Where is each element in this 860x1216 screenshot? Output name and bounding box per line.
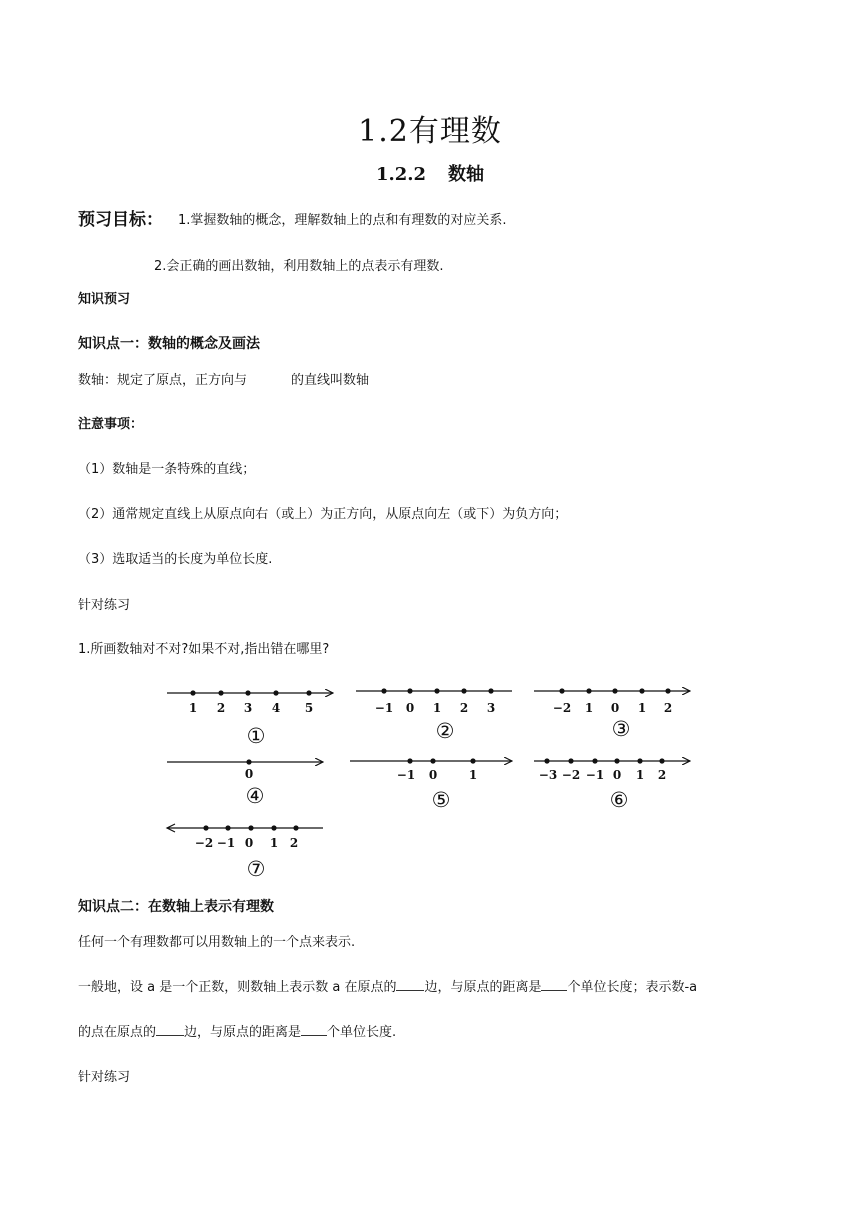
tick-label: 3 <box>243 701 253 715</box>
tick-label: −1 <box>374 701 394 715</box>
tick-label: 4 <box>271 701 281 715</box>
number-line-point <box>293 825 298 830</box>
practice-heading-2: 针对练习 <box>78 1070 131 1085</box>
answer-blank[interactable] <box>156 1023 184 1036</box>
tick-label: −1 <box>585 768 605 782</box>
tick-label: 0 <box>244 836 254 850</box>
number-line-point <box>659 758 664 763</box>
practice-heading-1: 针对练习 <box>78 598 131 613</box>
goal-item-2: 2.会正确的画出数轴，利用数轴上的点表示有理数. <box>154 259 444 274</box>
tick-label: 0 <box>244 767 254 781</box>
goal-label: 预习目标： <box>78 210 163 230</box>
point-2-line-3-part-3: 个单位长度. <box>327 1025 397 1040</box>
subtitle-number: 1.2.2 <box>375 164 427 185</box>
note-1: （1）数轴是一条特殊的直线； <box>78 462 256 477</box>
point-2-line-2-part-1: 一般地，设 a 是一个正数，则数轴上表示数 a 在原点的 <box>78 980 397 995</box>
tick-label: 2 <box>459 701 469 715</box>
tick-label: 0 <box>405 701 415 715</box>
number-line-point <box>273 690 278 695</box>
tick-label: 1 <box>584 701 594 715</box>
note-3: （3）选取适当的长度为单位长度. <box>78 552 273 567</box>
number-line-point <box>430 758 435 763</box>
point-2-line-2-part-2: 边，与原点的距离是 <box>424 980 542 995</box>
tick-label: 2 <box>216 701 226 715</box>
number-line-point <box>306 690 311 695</box>
notes-heading: 注意事项： <box>78 417 144 432</box>
tick-label: 1 <box>269 836 279 850</box>
number-line-point <box>225 825 230 830</box>
answer-blank[interactable] <box>301 1023 327 1036</box>
number-line-point <box>639 688 644 693</box>
tick-label: 1 <box>188 701 198 715</box>
page-title: 1.2有理数 <box>358 114 502 149</box>
number-line-point <box>271 825 276 830</box>
figure-number-tag: ① <box>246 724 266 748</box>
tick-label: 2 <box>663 701 673 715</box>
tick-label: 1 <box>635 768 645 782</box>
question-1: 1.所画数轴对不对?如果不对,指出错在哪里? <box>78 642 330 657</box>
subtitle-text: 数轴 <box>448 164 485 185</box>
axis-definition-part-1: 数轴：规定了原点，正方向与 <box>78 373 248 388</box>
number-line-point <box>612 688 617 693</box>
tick-label: 1 <box>432 701 442 715</box>
tick-label: −1 <box>216 836 236 850</box>
number-line-point <box>245 690 250 695</box>
tick-label: 1 <box>637 701 647 715</box>
figure-number-tag: ⑦ <box>246 857 266 881</box>
note-2: （2）通常规定直线上从原点向右（或上）为正方向，从原点向左（或下）为负方向； <box>78 507 568 522</box>
number-line-point <box>248 825 253 830</box>
tick-label: −2 <box>561 768 581 782</box>
goal-item-1: 1.掌握数轴的概念，理解数轴上的点和有理数的对应关系. <box>178 213 507 228</box>
number-line-point <box>637 758 642 763</box>
number-line-point <box>407 758 412 763</box>
number-line-point <box>665 688 670 693</box>
number-line-point <box>461 688 466 693</box>
number-line-point <box>568 758 573 763</box>
point-2-line-2 <box>78 976 697 995</box>
figure-number-tag: ④ <box>245 784 265 808</box>
tick-label: 5 <box>304 701 314 715</box>
figure-number-tag: ⑤ <box>431 788 451 812</box>
number-line-point <box>544 758 549 763</box>
number-line-point <box>246 759 251 764</box>
number-line-point <box>434 688 439 693</box>
tick-label: 2 <box>289 836 299 850</box>
answer-blank[interactable] <box>396 978 424 991</box>
number-line-point <box>407 688 412 693</box>
tick-label: −2 <box>194 836 214 850</box>
point-2-line-2-part-3: 个单位长度；表示数-a <box>567 980 698 995</box>
number-line-point <box>203 825 208 830</box>
number-line-point <box>381 688 386 693</box>
number-line-point <box>488 688 493 693</box>
tick-label: −1 <box>396 768 416 782</box>
point-2-line-1: 任何一个有理数都可以用数轴上的一个点来表示. <box>78 935 356 950</box>
number-line-point <box>218 690 223 695</box>
number-line-point <box>592 758 597 763</box>
figure-number-tag: ② <box>435 719 455 743</box>
figure-number-tag: ⑥ <box>609 788 629 812</box>
tick-label: −2 <box>552 701 572 715</box>
point-2-line-3-part-2: 边，与原点的距离是 <box>184 1025 302 1040</box>
tick-label: 0 <box>612 768 622 782</box>
answer-blank[interactable] <box>541 978 567 991</box>
tick-label: 2 <box>657 768 667 782</box>
tick-label: 0 <box>610 701 620 715</box>
number-line-point <box>586 688 591 693</box>
number-line-point <box>470 758 475 763</box>
knowledge-point-1-heading: 知识点一：数轴的概念及画法 <box>78 336 260 352</box>
tick-label: −3 <box>538 768 558 782</box>
point-2-line-3-part-1: 的点在原点的 <box>78 1025 157 1040</box>
number-line-point <box>559 688 564 693</box>
number-line-point <box>190 690 195 695</box>
number-line-point <box>614 758 619 763</box>
section-preview-heading: 知识预习 <box>78 292 131 307</box>
point-2-line-3 <box>78 1021 396 1040</box>
axis-definition-part-2: 的直线叫数轴 <box>291 373 370 388</box>
knowledge-point-2-heading: 知识点二：在数轴上表示有理数 <box>78 899 274 915</box>
figure-number-tag: ③ <box>611 717 631 741</box>
tick-label: 0 <box>428 768 438 782</box>
tick-label: 3 <box>486 701 496 715</box>
tick-label: 1 <box>468 768 478 782</box>
